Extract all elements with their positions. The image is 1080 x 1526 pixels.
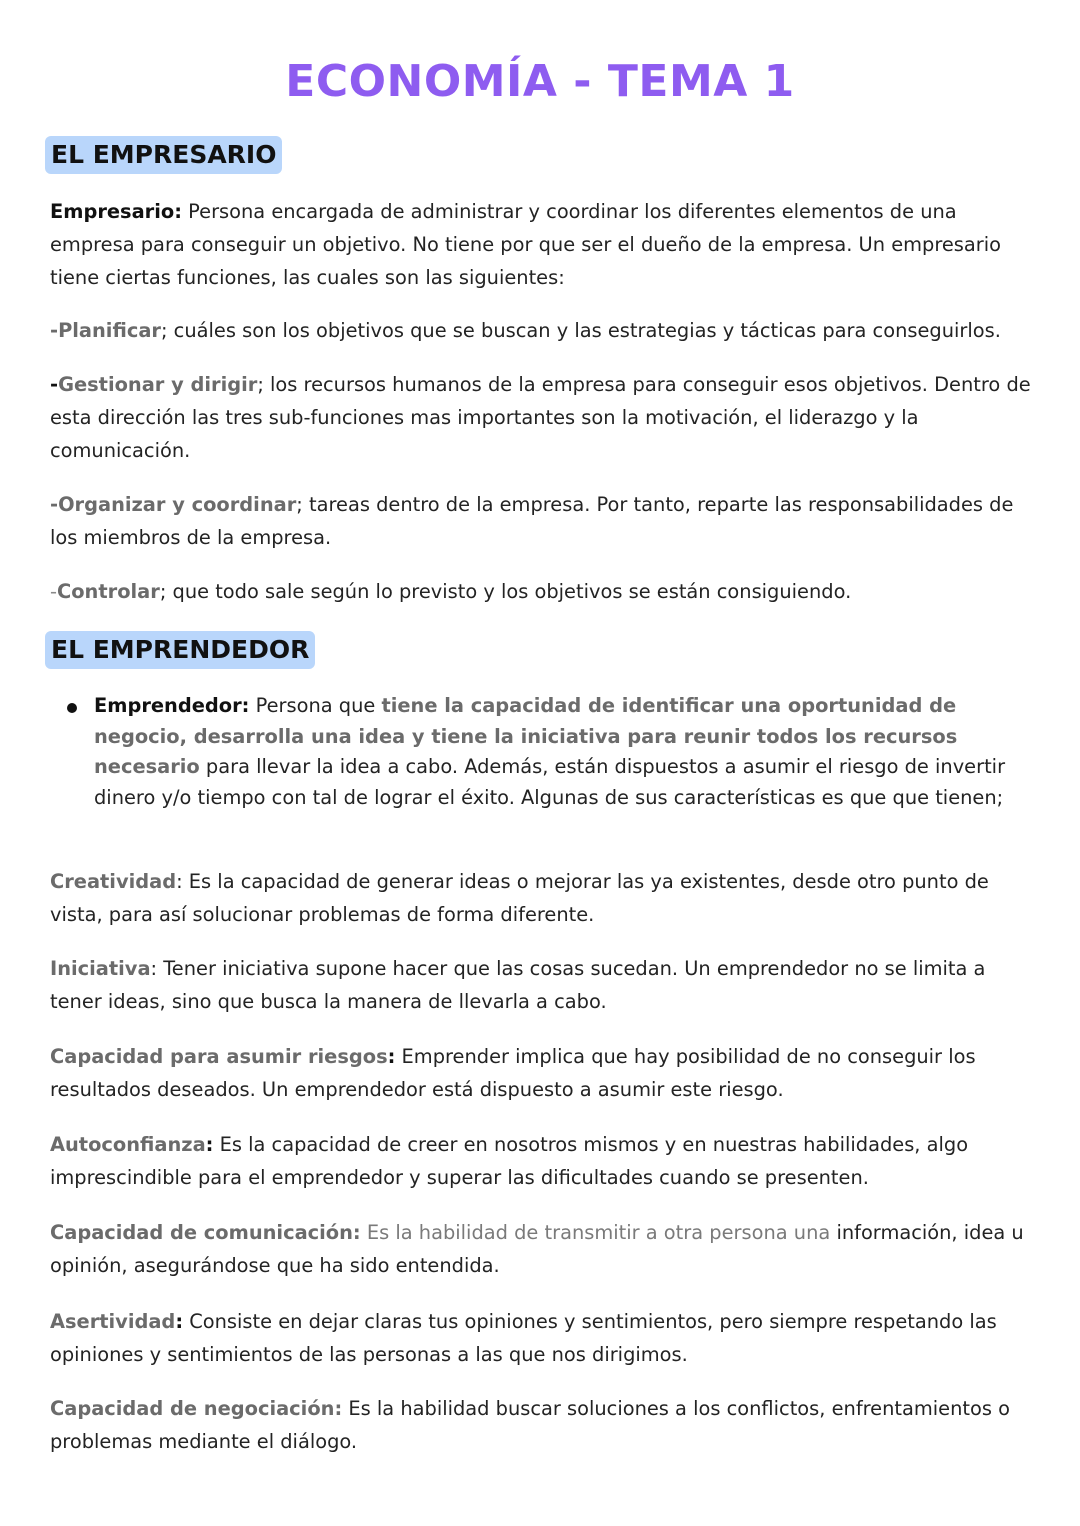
trait-term: Iniciativa — [50, 957, 151, 980]
function-text: ; cuáles son los objetivos que se buscan y las estrategias y tácticas para conseguirlos. — [160, 319, 1001, 342]
function-text: ; los recursos humanos de la empresa para conseguir esos objetivos. Dentro de esta dirección las tres sub-funciones mas importantes son la motivación, el liderazgo y la comunicación. — [50, 373, 1031, 462]
function-term: Organizar y coordinar — [58, 493, 297, 516]
trait-sep: : — [387, 1045, 396, 1068]
trait-text: Emprender implica que hay posibilidad de no conseguir los resultados deseados. Un emprendedor está dispuesto a asumir este riesgo. — [50, 1045, 976, 1101]
trait-item — [50, 865, 1040, 931]
trait-text: Consiste en dejar claras tus opiniones y sentimientos, pero siempre respetando las opiniones y sentimientos de las personas a las que nos dirigimos. — [50, 1310, 997, 1366]
function-item — [50, 314, 1040, 347]
definition-text-before: Persona que — [249, 694, 382, 717]
trait-term: Capacidad de negociación: — [50, 1397, 343, 1420]
definition-text-after: para llevar la idea a cabo. Además, están dispuestos a asumir el riesgo de invertir dinero y/o tiempo con tal de lograr el éxito. Algunas de sus características es que que tienen; — [94, 755, 1006, 809]
trait-text: Tener iniciativa supone hacer que las cosas sucedan. Un emprendedor no se limita a tener ideas, sino que busca la manera de llevarla a cabo. — [50, 957, 986, 1013]
section-heading-emprendedor: EL EMPRENDEDOR — [45, 631, 315, 669]
page-title: ECONOMÍA - TEMA 1 — [285, 56, 795, 107]
trait-text-gray: Es la habilidad de transmitir a otra persona una — [360, 1221, 831, 1244]
function-dash: - — [50, 580, 57, 603]
function-dash: - — [50, 319, 59, 342]
trait-text: Es la habilidad buscar soluciones a los conflictos, enfrentamientos o problemas mediante el diálogo. — [50, 1397, 1010, 1453]
function-text: ; que todo sale según lo previsto y los objetivos se están consiguiendo. — [159, 580, 852, 603]
trait-text: Es la capacidad de generar ideas o mejorar las ya existentes, desde otro punto de vista, para así solucionar problemas de forma diferente. — [50, 870, 989, 926]
trait-term: Autoconfianza — [50, 1133, 206, 1156]
definition-highlight: tiene la capacidad de identificar una oportunidad de negocio, desarrolla una idea y tiene la iniciativa para reunir todos los recursos necesario — [94, 694, 958, 778]
trait-item — [50, 1040, 1040, 1106]
trait-item — [50, 1392, 1040, 1458]
trait-item — [50, 1216, 1040, 1282]
trait-item — [50, 1305, 1040, 1371]
function-term: Controlar — [57, 580, 160, 603]
trait-term: Capacidad para asumir riesgos — [50, 1045, 388, 1068]
bullet-icon — [67, 703, 77, 713]
trait-sep: : — [175, 1310, 184, 1333]
trait-text: Es la capacidad de creer en nosotros mismos y en nuestras habilidades, algo imprescindible para el emprendedor y superar las dificultades cuando se presenten. — [50, 1133, 969, 1189]
section-heading-empresario: EL EMPRESARIO — [45, 136, 282, 174]
trait-term: Capacidad de comunicación: — [50, 1221, 361, 1244]
trait-item — [50, 952, 1040, 1018]
function-item — [50, 368, 1040, 467]
trait-term: Creatividad — [50, 870, 177, 893]
empresario-definition — [50, 195, 1040, 294]
function-term: Planificar — [58, 319, 161, 342]
function-dash: - — [50, 373, 59, 396]
definition-term: Emprendedor: — [94, 694, 250, 717]
function-term: Gestionar y dirigir — [58, 373, 258, 396]
trait-term: Asertividad — [50, 1310, 176, 1333]
function-text: ; tareas dentro de la empresa. Por tanto, reparte las responsabilidades de los miembros de la empresa. — [50, 493, 1014, 549]
trait-sep: : — [150, 957, 158, 980]
function-dash: - — [50, 493, 59, 516]
trait-sep: : — [205, 1133, 214, 1156]
trait-sep: : — [176, 870, 183, 893]
emprendedor-definition — [94, 691, 1040, 813]
function-item — [50, 488, 1040, 554]
trait-item — [50, 1128, 1040, 1194]
trait-text: información, idea u opinión, asegurándose que ha sido entendida. — [50, 1221, 1024, 1277]
definition-term: Empresario: — [50, 200, 182, 223]
function-item — [50, 575, 1040, 608]
definition-text: Persona encargada de administrar y coordinar los diferentes elementos de una empresa para conseguir un objetivo. No tiene por que ser el dueño de la empresa. Un empresario tiene ciertas funciones, las cuales son las siguientes: — [50, 200, 1002, 289]
